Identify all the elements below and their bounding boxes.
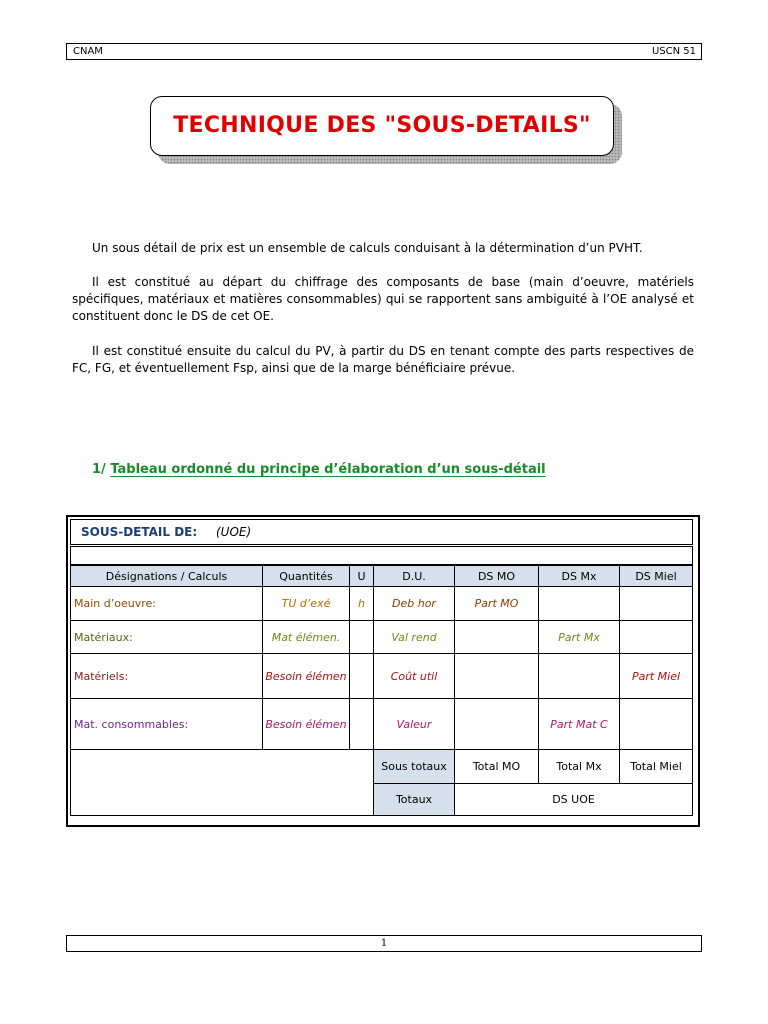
section-number: 1/ <box>92 462 106 477</box>
table-row <box>71 654 693 699</box>
page-number: 1 <box>380 938 388 949</box>
table-title-value: (UOE) <box>216 525 252 539</box>
row-designation: Matériaux: <box>71 621 263 654</box>
subtotal-mo: Total MO <box>455 750 539 784</box>
table-title-label: SOUS-DETAIL DE: <box>81 525 198 539</box>
row-du: Coût util <box>374 654 455 699</box>
header-quantites: Quantités <box>263 566 350 587</box>
row-unite <box>350 654 374 699</box>
row-du: Valeur <box>374 699 455 750</box>
row-designation: Matériels: <box>71 654 263 699</box>
row-ds-miel <box>620 699 693 750</box>
title-box <box>150 96 614 156</box>
row-quantite: TU d’exé <box>263 587 350 621</box>
row-quantite: Mat élémen. <box>263 621 350 654</box>
row-ds-mo <box>455 621 539 654</box>
row-unite <box>350 699 374 750</box>
row-du: Deb hor <box>374 587 455 621</box>
header-ds-miel: DS Miel <box>620 566 693 587</box>
header-left-text: CNAM <box>73 46 103 57</box>
paragraph-2: Il est constitué au départ du chiffrage des composants de base (main d’oeuvre, matériels spécifiques, matériaux et matières consommables) qui se rapportent sans ambiguité à l’OE analysé et constituent donc le DS de cet OE. <box>72 275 694 323</box>
row-unite: h <box>350 587 374 621</box>
header-ds-mo: DS MO <box>455 566 539 587</box>
row-du: Val rend <box>374 621 455 654</box>
section-title: Tableau ordonné du principe d’élaboration d’un sous-détail <box>110 462 546 477</box>
empty-block <box>71 750 374 816</box>
page-header <box>66 43 702 60</box>
row-quantite: Besoin élémen <box>263 699 350 750</box>
table-row <box>71 621 693 654</box>
row-ds-miel <box>620 621 693 654</box>
table-spacer-row <box>70 546 693 565</box>
paragraph-1: Un sous détail de prix est un ensemble de calculs conduisant à la détermination d’un PVHT. <box>92 241 643 255</box>
section-heading <box>92 462 546 477</box>
row-ds-mx <box>539 654 620 699</box>
row-unite <box>350 621 374 654</box>
header-unite: U <box>350 566 374 587</box>
header-ds-mx: DS Mx <box>539 566 620 587</box>
row-ds-mx <box>539 587 620 621</box>
row-ds-mx: Part Mat C <box>539 699 620 750</box>
row-ds-mo <box>455 654 539 699</box>
sous-detail-table <box>70 565 693 816</box>
row-designation: Mat. consommables: <box>71 699 263 750</box>
table-row <box>71 587 693 621</box>
subtotal-label: Sous totaux <box>374 750 455 784</box>
header-du: D.U. <box>374 566 455 587</box>
total-value: DS UOE <box>455 784 693 816</box>
total-label: Totaux <box>374 784 455 816</box>
row-designation: Main d’oeuvre: <box>71 587 263 621</box>
row-ds-mo: Part MO <box>455 587 539 621</box>
row-ds-miel: Part Miel <box>620 654 693 699</box>
table-header-row <box>71 566 693 587</box>
row-ds-miel <box>620 587 693 621</box>
row-ds-mx: Part Mx <box>539 621 620 654</box>
table-title-row <box>70 519 693 545</box>
row-quantite: Besoin élémen <box>263 654 350 699</box>
table-row <box>71 699 693 750</box>
subtotal-miel: Total Miel <box>620 750 693 784</box>
header-right-text: USCN 51 <box>651 46 696 57</box>
row-ds-mo <box>455 699 539 750</box>
header-designations: Désignations / Calculs <box>71 566 263 587</box>
page-title: TECHNIQUE DES "SOUS-DETAILS" <box>173 113 591 138</box>
subtotal-mx: Total Mx <box>539 750 620 784</box>
page-footer <box>66 935 702 952</box>
subtotal-row <box>71 750 693 784</box>
paragraph-3: Il est constitué ensuite du calcul du PV, à partir du DS en tenant compte des parts respectives de FC, FG, et éventuellement Fsp, ainsi que de la marge bénéficiaire prévue. <box>72 344 694 375</box>
